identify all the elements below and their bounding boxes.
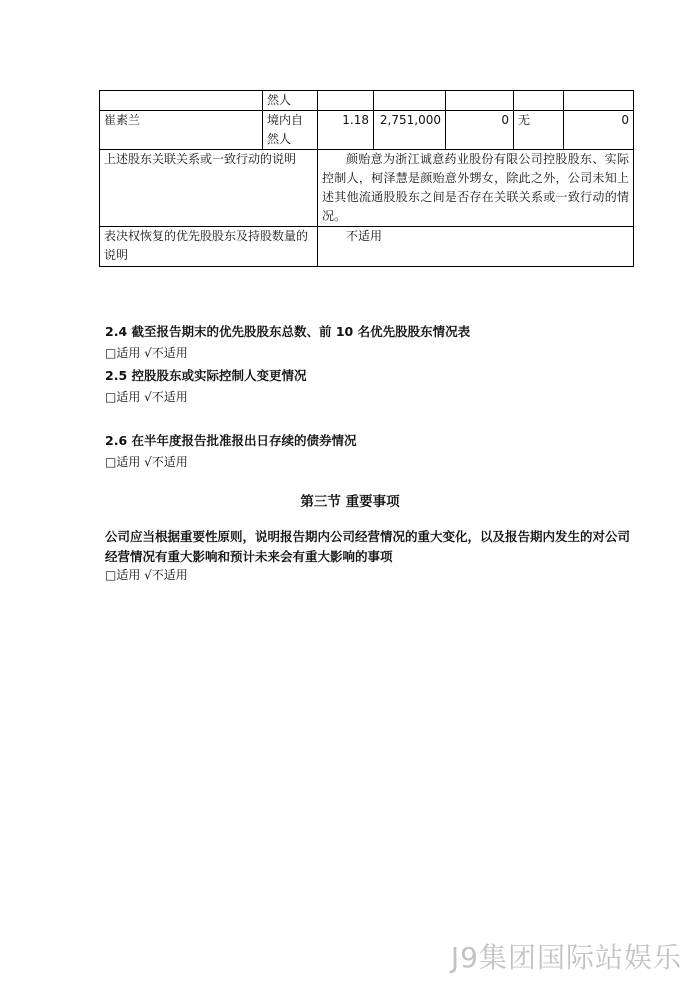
holding-ratio-cell: 1.18 [318,111,374,150]
section-3-intro: 公司应当根据重要性原则，说明报告期内公司经营情况的重大变化，以及报告期内发生的对公司经营情况有重大影响和预计未来会有重大影响的事项 [105,529,631,564]
section-2-4-heading: 2.4 截至报告期末的优先股股东总数、前 10 名优先股股东情况表 [105,324,471,339]
section-3-applicability: □适用 √不适用 [105,568,188,582]
pledge-quantity-cell: 0 [564,111,634,150]
preferred-shares-text: 不适用 [318,227,634,267]
preferred-shares-label: 表决权恢复的优先股股东及持股数量的说明 [100,227,318,267]
holder-name-cell: 崔素兰 [100,111,263,150]
section-2-6-heading: 2.6 在半年度报告批准报出日存续的债券情况 [105,433,357,448]
share-count-cell: 2,751,000 [374,111,446,150]
holder-type-cell: 境内自然人 [263,111,318,150]
table-row [100,91,634,111]
holder-type-cell: 然人 [263,91,318,111]
pledge-status-cell: 无 [514,111,564,150]
section-2-5-heading: 2.5 控股股东或实际控制人变更情况 [105,368,307,383]
table-row [100,150,634,227]
table-row [100,111,634,150]
table-row [100,227,634,267]
section-2-6-applicability: □适用 √不适用 [105,455,188,469]
section-2-4-applicability: □适用 √不适用 [105,346,188,360]
section-2-5-applicability: □适用 √不适用 [105,390,188,404]
shareholder-table [99,90,634,267]
watermark-text: J9集团国际站娱乐 [450,941,682,974]
section-3-title: 第三节 重要事项 [300,494,400,510]
related-parties-text: 颜贻意为浙江诚意药业股份有限公司控股股东、实际控制人，柯泽慧是颜贻意外甥女，除此之外，公司未知上述其他流通股股东之间是否存在关联关系或一致行动的情况。 [318,150,634,227]
related-parties-label: 上述股东关联关系或一致行动的说明 [100,150,318,227]
restricted-shares-cell: 0 [446,111,514,150]
